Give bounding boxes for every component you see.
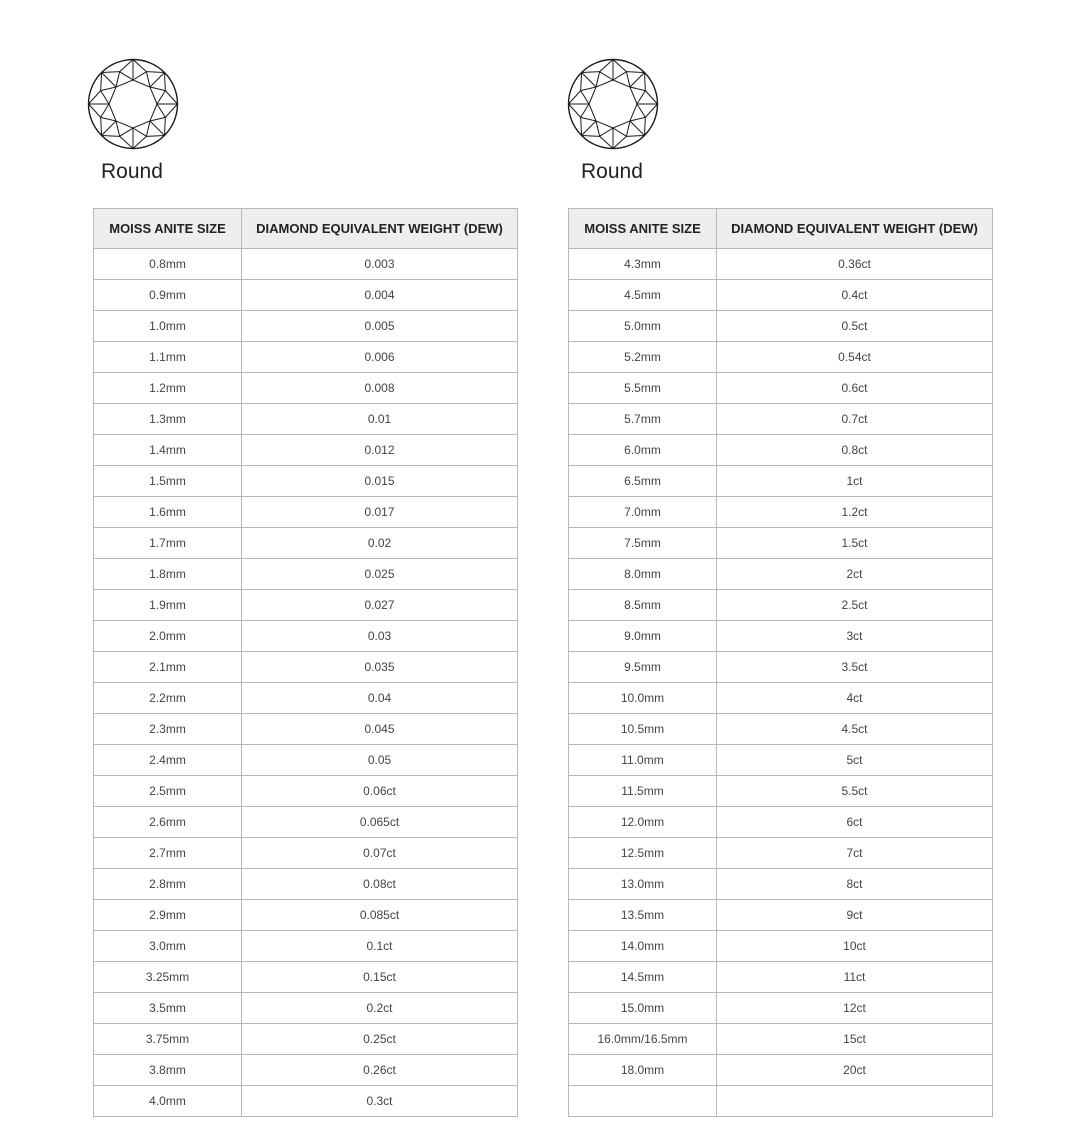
- cell-moissanite-size: 1.0mm: [94, 311, 242, 342]
- cell-moissanite-size: 14.5mm: [569, 962, 717, 993]
- cell-dew-weight: 1ct: [717, 466, 993, 497]
- table-row: [94, 993, 518, 1024]
- table-row: [94, 714, 518, 745]
- table-row: [94, 497, 518, 528]
- table-row: [94, 900, 518, 931]
- cell-moissanite-size: 4.3mm: [569, 249, 717, 280]
- table-row: [569, 280, 993, 311]
- cell-dew-weight: [717, 1086, 993, 1117]
- cell-dew-weight: 0.01: [242, 404, 518, 435]
- cell-moissanite-size: 16.0mm/16.5mm: [569, 1024, 717, 1055]
- table-row: [94, 776, 518, 807]
- table-row: [94, 838, 518, 869]
- table-row: [569, 435, 993, 466]
- cell-dew-weight: 0.4ct: [717, 280, 993, 311]
- cell-moissanite-size: 1.1mm: [94, 342, 242, 373]
- cell-dew-weight: 0.045: [242, 714, 518, 745]
- cell-moissanite-size: 2.9mm: [94, 900, 242, 931]
- table-row: [569, 1024, 993, 1055]
- cell-dew-weight: 0.54ct: [717, 342, 993, 373]
- cell-dew-weight: 0.3ct: [242, 1086, 518, 1117]
- cell-moissanite-size: 1.9mm: [94, 590, 242, 621]
- cell-dew-weight: 0.004: [242, 280, 518, 311]
- table-row: [569, 373, 993, 404]
- cell-moissanite-size: 0.9mm: [94, 280, 242, 311]
- cell-moissanite-size: 13.0mm: [569, 869, 717, 900]
- cell-dew-weight: 0.08ct: [242, 869, 518, 900]
- table-row: [94, 249, 518, 280]
- cell-moissanite-size: 13.5mm: [569, 900, 717, 931]
- cell-dew-weight: 12ct: [717, 993, 993, 1024]
- cell-moissanite-size: 6.0mm: [569, 435, 717, 466]
- cell-moissanite-size: 7.5mm: [569, 528, 717, 559]
- cell-moissanite-size: 3.5mm: [94, 993, 242, 1024]
- cell-dew-weight: 0.25ct: [242, 1024, 518, 1055]
- table-row: [569, 311, 993, 342]
- cell-moissanite-size: 7.0mm: [569, 497, 717, 528]
- cell-moissanite-size: 5.7mm: [569, 404, 717, 435]
- table-row: [569, 993, 993, 1024]
- table-row: [569, 714, 993, 745]
- cell-dew-weight: 15ct: [717, 1024, 993, 1055]
- table-row: [94, 590, 518, 621]
- cell-moissanite-size: [569, 1086, 717, 1117]
- cell-dew-weight: 0.008: [242, 373, 518, 404]
- cell-moissanite-size: 8.0mm: [569, 559, 717, 590]
- cell-dew-weight: 4ct: [717, 683, 993, 714]
- table-row: [94, 404, 518, 435]
- cell-moissanite-size: 2.5mm: [94, 776, 242, 807]
- table-row: [569, 931, 993, 962]
- table-row: [94, 745, 518, 776]
- table-row: [569, 590, 993, 621]
- table-row: [94, 280, 518, 311]
- cell-moissanite-size: 1.2mm: [94, 373, 242, 404]
- cell-dew-weight: 5ct: [717, 745, 993, 776]
- shape-label: Round: [581, 160, 643, 183]
- cell-moissanite-size: 5.2mm: [569, 342, 717, 373]
- cell-moissanite-size: 11.5mm: [569, 776, 717, 807]
- table-row: [94, 1055, 518, 1086]
- cell-moissanite-size: 1.8mm: [94, 559, 242, 590]
- table-row: [569, 838, 993, 869]
- table-row: [569, 962, 993, 993]
- cell-dew-weight: 0.012: [242, 435, 518, 466]
- table-row: [94, 466, 518, 497]
- cell-dew-weight: 0.05: [242, 745, 518, 776]
- table-row: [569, 528, 993, 559]
- cell-moissanite-size: 11.0mm: [569, 745, 717, 776]
- table-row: [94, 1024, 518, 1055]
- cell-moissanite-size: 5.5mm: [569, 373, 717, 404]
- cell-dew-weight: 4.5ct: [717, 714, 993, 745]
- cell-moissanite-size: 3.0mm: [94, 931, 242, 962]
- table-row: [569, 652, 993, 683]
- cell-dew-weight: 0.025: [242, 559, 518, 590]
- cell-dew-weight: 0.2ct: [242, 993, 518, 1024]
- table-row: [94, 621, 518, 652]
- cell-moissanite-size: 3.25mm: [94, 962, 242, 993]
- cell-moissanite-size: 6.5mm: [569, 466, 717, 497]
- cell-moissanite-size: 0.8mm: [94, 249, 242, 280]
- table-row: [94, 559, 518, 590]
- cell-dew-weight: 1.5ct: [717, 528, 993, 559]
- table-row: [569, 342, 993, 373]
- table-header-row: [569, 209, 993, 249]
- cell-dew-weight: 2ct: [717, 559, 993, 590]
- cell-dew-weight: 20ct: [717, 1055, 993, 1086]
- cell-moissanite-size: 3.75mm: [94, 1024, 242, 1055]
- table-row: [94, 869, 518, 900]
- cell-dew-weight: 5.5ct: [717, 776, 993, 807]
- column-header-moissanite-size: MOISS ANITE SIZE: [569, 209, 717, 249]
- cell-moissanite-size: 2.0mm: [94, 621, 242, 652]
- cell-moissanite-size: 4.5mm: [569, 280, 717, 311]
- table-row: [569, 621, 993, 652]
- cell-moissanite-size: 1.4mm: [94, 435, 242, 466]
- shape-label: Round: [101, 160, 163, 183]
- cell-dew-weight: 1.2ct: [717, 497, 993, 528]
- cell-dew-weight: 0.006: [242, 342, 518, 373]
- cell-moissanite-size: 2.8mm: [94, 869, 242, 900]
- cell-dew-weight: 10ct: [717, 931, 993, 962]
- cell-moissanite-size: 18.0mm: [569, 1055, 717, 1086]
- cell-moissanite-size: 9.0mm: [569, 621, 717, 652]
- table-row: [569, 1055, 993, 1086]
- cell-dew-weight: 0.003: [242, 249, 518, 280]
- cell-moissanite-size: 10.0mm: [569, 683, 717, 714]
- cell-moissanite-size: 1.5mm: [94, 466, 242, 497]
- cell-dew-weight: 0.36ct: [717, 249, 993, 280]
- cell-moissanite-size: 1.7mm: [94, 528, 242, 559]
- cell-dew-weight: 0.03: [242, 621, 518, 652]
- cell-moissanite-size: 14.0mm: [569, 931, 717, 962]
- cell-moissanite-size: 2.6mm: [94, 807, 242, 838]
- cell-dew-weight: 0.015: [242, 466, 518, 497]
- round-diamond-icon: [567, 58, 659, 150]
- cell-dew-weight: 0.035: [242, 652, 518, 683]
- table-row: [94, 311, 518, 342]
- cell-dew-weight: 0.04: [242, 683, 518, 714]
- table-row: [569, 466, 993, 497]
- cell-dew-weight: 0.5ct: [717, 311, 993, 342]
- cell-dew-weight: 0.017: [242, 497, 518, 528]
- table-row: [569, 559, 993, 590]
- cell-dew-weight: 9ct: [717, 900, 993, 931]
- column-header-moissanite-size: MOISS ANITE SIZE: [94, 209, 242, 249]
- cell-moissanite-size: 2.7mm: [94, 838, 242, 869]
- size-table: [568, 208, 993, 1117]
- table-row: [569, 249, 993, 280]
- table-row: [569, 497, 993, 528]
- table-row: [94, 528, 518, 559]
- cell-dew-weight: 0.085ct: [242, 900, 518, 931]
- table-row: [569, 745, 993, 776]
- cell-dew-weight: 0.26ct: [242, 1055, 518, 1086]
- cell-dew-weight: 0.1ct: [242, 931, 518, 962]
- cell-moissanite-size: 3.8mm: [94, 1055, 242, 1086]
- cell-dew-weight: 0.065ct: [242, 807, 518, 838]
- table-row: [94, 652, 518, 683]
- column-header-dew: DIAMOND EQUIVALENT WEIGHT (DEW): [717, 209, 993, 249]
- table-row: [569, 404, 993, 435]
- cell-dew-weight: 6ct: [717, 807, 993, 838]
- round-diamond-icon: [87, 58, 179, 150]
- size-table: [93, 208, 518, 1117]
- cell-moissanite-size: 2.2mm: [94, 683, 242, 714]
- cell-moissanite-size: 5.0mm: [569, 311, 717, 342]
- cell-dew-weight: 0.06ct: [242, 776, 518, 807]
- cell-dew-weight: 0.7ct: [717, 404, 993, 435]
- cell-dew-weight: 0.02: [242, 528, 518, 559]
- cell-dew-weight: 7ct: [717, 838, 993, 869]
- table-row: [569, 683, 993, 714]
- cell-moissanite-size: 9.5mm: [569, 652, 717, 683]
- cell-moissanite-size: 4.0mm: [94, 1086, 242, 1117]
- table-row: [569, 776, 993, 807]
- cell-dew-weight: 0.005: [242, 311, 518, 342]
- table-row: [569, 869, 993, 900]
- cell-moissanite-size: 8.5mm: [569, 590, 717, 621]
- table-row: [94, 435, 518, 466]
- cell-dew-weight: 11ct: [717, 962, 993, 993]
- table-row: [94, 373, 518, 404]
- column-header-dew: DIAMOND EQUIVALENT WEIGHT (DEW): [242, 209, 518, 249]
- cell-dew-weight: 0.027: [242, 590, 518, 621]
- cell-moissanite-size: 1.3mm: [94, 404, 242, 435]
- cell-moissanite-size: 12.0mm: [569, 807, 717, 838]
- table-row: [569, 1086, 993, 1117]
- table-row: [94, 962, 518, 993]
- cell-dew-weight: 3.5ct: [717, 652, 993, 683]
- table-row: [94, 342, 518, 373]
- table-row: [94, 1086, 518, 1117]
- cell-moissanite-size: 10.5mm: [569, 714, 717, 745]
- table-row: [569, 900, 993, 931]
- table-header-row: [94, 209, 518, 249]
- cell-moissanite-size: 2.1mm: [94, 652, 242, 683]
- table-row: [94, 683, 518, 714]
- cell-dew-weight: 0.8ct: [717, 435, 993, 466]
- cell-moissanite-size: 15.0mm: [569, 993, 717, 1024]
- cell-moissanite-size: 12.5mm: [569, 838, 717, 869]
- cell-dew-weight: 3ct: [717, 621, 993, 652]
- table-row: [94, 807, 518, 838]
- cell-dew-weight: 0.6ct: [717, 373, 993, 404]
- cell-dew-weight: 0.15ct: [242, 962, 518, 993]
- cell-moissanite-size: 1.6mm: [94, 497, 242, 528]
- cell-dew-weight: 8ct: [717, 869, 993, 900]
- table-row: [569, 807, 993, 838]
- cell-moissanite-size: 2.4mm: [94, 745, 242, 776]
- cell-moissanite-size: 2.3mm: [94, 714, 242, 745]
- cell-dew-weight: 2.5ct: [717, 590, 993, 621]
- table-row: [94, 931, 518, 962]
- cell-dew-weight: 0.07ct: [242, 838, 518, 869]
